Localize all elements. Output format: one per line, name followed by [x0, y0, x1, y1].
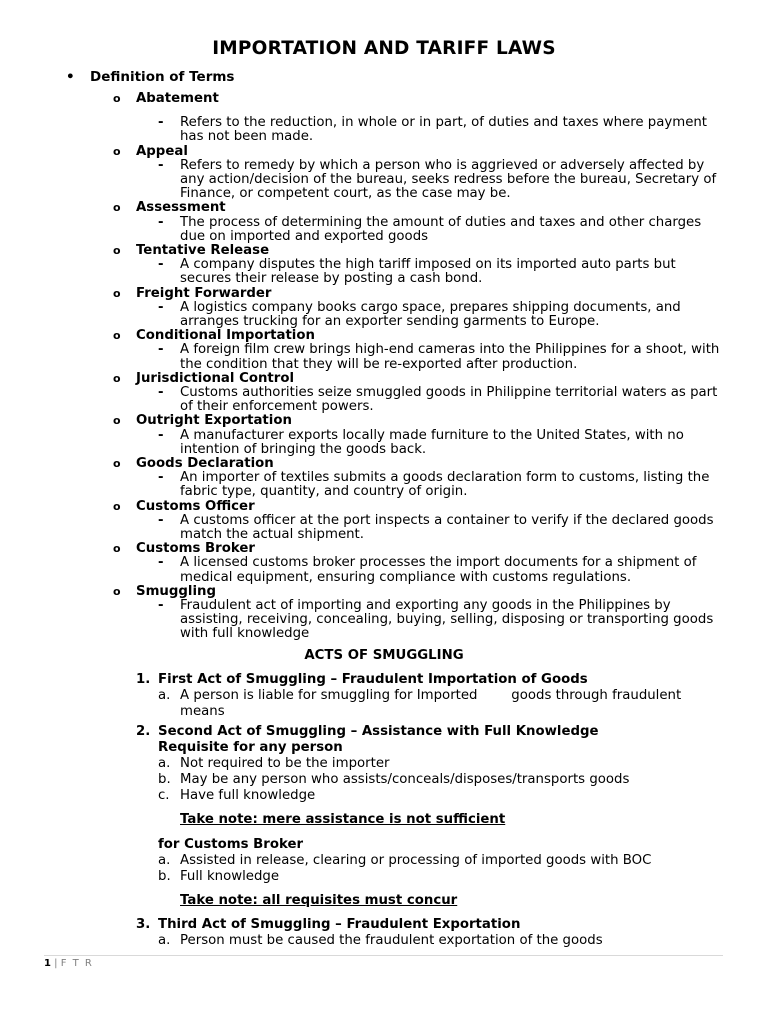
list-item — [136, 788, 736, 804]
item-letter: a. — [158, 853, 171, 868]
term-heading — [113, 457, 768, 471]
bullet-icon: • — [66, 69, 75, 85]
act-heading — [136, 672, 736, 688]
definition-text: A logistics company books cargo space, prepares shipping documents, and arranges trucking for an exporter sending garments to Europe. — [180, 299, 681, 329]
circle-bullet-icon: o — [113, 499, 121, 513]
item-letter: a. — [158, 933, 171, 948]
act-heading — [136, 724, 736, 740]
term-name: Goods Declaration — [136, 455, 274, 471]
dash-bullet-icon: - — [158, 257, 164, 273]
footer-separator: | — [50, 958, 61, 969]
definition-text: The process of determining the amount of duties and taxes and other charges due on imported and exported goods — [180, 214, 702, 244]
term-heading — [113, 201, 768, 215]
take-note: Take note: mere assistance is not sufficient — [180, 812, 506, 827]
item-text: Not required to be the importer — [180, 756, 390, 771]
term-heading — [113, 92, 768, 106]
circle-bullet-icon: o — [113, 371, 121, 385]
act-title: First Act of Smuggling – Fraudulent Importation of Goods — [158, 672, 588, 687]
term-definition — [158, 514, 768, 542]
act-title: Second Act of Smuggling – Assistance with Full Knowledge — [158, 724, 599, 739]
term-name: Jurisdictional Control — [136, 370, 295, 386]
circle-bullet-icon: o — [113, 584, 121, 598]
act-number: 1. — [136, 672, 151, 687]
definition-text: A customs officer at the port inspects a container to verify if the declared goods match the actual shipment. — [180, 512, 714, 542]
circle-bullet-icon: o — [113, 144, 121, 158]
item-letter: c. — [158, 788, 170, 803]
term-item — [113, 201, 768, 244]
term-heading — [113, 329, 768, 343]
term-name: Customs Officer — [136, 498, 255, 514]
item-text: Have full knowledge — [180, 788, 316, 803]
requisite-heading: Requisite for any person — [158, 740, 343, 755]
term-name: Freight Forwarder — [136, 285, 272, 301]
item-text: A person is liable for smuggling for Imported goods through fraudulent means — [180, 688, 686, 719]
circle-bullet-icon: o — [113, 92, 121, 105]
dash-bullet-icon: - — [158, 597, 164, 613]
footer-tag: F T R — [60, 958, 94, 969]
definition-text: An importer of textiles submits a goods declaration form to customs, listing the fabric type, quantity, and country of origin. — [180, 470, 710, 500]
acts-heading: ACTS OF SMUGGLING — [304, 648, 464, 663]
term-name: Smuggling — [136, 583, 217, 599]
term-definition — [158, 386, 768, 414]
term-heading — [113, 372, 768, 386]
definition-text: A licensed customs broker processes the import documents for a shipment of medical equipment, ensuring compliance with customs regulations. — [180, 555, 697, 585]
definition-text: Fraudulent act of importing and exporting any goods in the Philippines by assisting, receiving, concealing, buying, selling, disposing or transporting goods with full knowledge — [180, 597, 714, 642]
acts-list — [136, 672, 736, 949]
term-item — [113, 500, 768, 543]
term-name: Tentative Release — [136, 242, 270, 258]
circle-bullet-icon: o — [113, 286, 121, 300]
item-letter: b. — [158, 869, 171, 884]
circle-bullet-icon: o — [113, 329, 121, 343]
term-item — [113, 329, 768, 372]
term-name: Customs Broker — [136, 541, 255, 557]
dash-bullet-icon: - — [158, 470, 164, 486]
item-text: Assisted in release, clearing or processing of imported goods with BOC — [180, 853, 652, 868]
act-heading — [136, 917, 736, 933]
act-number: 2. — [136, 724, 151, 739]
term-heading — [113, 500, 768, 514]
list-item — [136, 688, 736, 720]
list-item — [136, 756, 736, 772]
circle-bullet-icon: o — [113, 414, 121, 428]
terms-list — [0, 92, 768, 642]
term-name: Appeal — [136, 143, 188, 159]
section-heading: Definition of Terms — [90, 69, 235, 85]
term-item — [113, 287, 768, 330]
take-note: Take note: all requisites must concur — [180, 893, 458, 908]
term-heading — [113, 585, 768, 599]
term-name: Abatement — [136, 91, 219, 106]
term-item — [113, 414, 768, 457]
term-definition — [158, 116, 768, 144]
term-heading — [113, 145, 768, 159]
term-item — [113, 585, 768, 642]
dash-bullet-icon: - — [158, 342, 164, 358]
term-definition — [158, 429, 768, 457]
term-definition — [158, 556, 768, 584]
act-title: Third Act of Smuggling – Fraudulent Exportation — [158, 917, 521, 932]
term-definition — [158, 343, 768, 371]
term-definition — [158, 258, 768, 286]
term-item — [113, 542, 768, 585]
list-item — [136, 869, 736, 885]
document-title: IMPORTATION AND TARIFF LAWS — [212, 38, 556, 59]
act-number: 3. — [136, 917, 151, 932]
definition-text: Refers to remedy by which a person who is aggrieved or adversely affected by any action/decision of the bureau, seeks redress before the bureau, Secretary of Finance, or competent court, as the case may be. — [180, 157, 717, 202]
dash-bullet-icon: - — [158, 512, 164, 528]
dash-bullet-icon: - — [158, 157, 164, 173]
term-definition — [158, 599, 768, 642]
term-item — [113, 457, 768, 500]
term-name: Conditional Importation — [136, 328, 315, 344]
dash-bullet-icon: - — [158, 299, 164, 315]
list-item — [136, 853, 736, 869]
term-heading — [113, 287, 768, 301]
term-heading — [113, 542, 768, 556]
dash-bullet-icon: - — [158, 427, 164, 443]
dash-bullet-icon: - — [158, 384, 164, 400]
term-item — [113, 244, 768, 287]
term-definition — [158, 471, 768, 499]
item-text: May be any person who assists/conceals/disposes/transports goods — [180, 772, 630, 787]
item-letter: b. — [158, 772, 171, 787]
definition-text: Customs authorities seize smuggled goods in Philippine territorial waters as part of their enforcement powers. — [180, 384, 718, 415]
circle-bullet-icon: o — [113, 243, 121, 257]
circle-bullet-icon: o — [113, 201, 121, 215]
dash-bullet-icon: - — [158, 214, 164, 230]
term-item — [113, 92, 768, 145]
requisite-heading: for Customs Broker — [158, 837, 304, 852]
list-item — [136, 933, 736, 949]
definition-text: A manufacturer exports locally made furniture to the United States, with no intention of bringing the goods back. — [180, 427, 684, 457]
term-item — [113, 145, 768, 202]
item-text: Full knowledge — [180, 869, 280, 884]
list-item — [136, 772, 736, 788]
definition-text: A foreign film crew brings high-end cameras into the Philippines for a shoot, with the condition that they will be re-exported after production. — [180, 342, 720, 372]
definition-text: A company disputes the high tariff imposed on its imported auto parts but secures their release by posting a cash bond. — [180, 257, 676, 287]
term-name: Outright Exportation — [136, 413, 292, 429]
page-number: 1 — [44, 958, 51, 969]
definition-text: Refers to the reduction, in whole or in part, of duties and taxes where payment has not been made. — [180, 115, 708, 145]
term-definition — [158, 301, 768, 329]
term-definition — [158, 159, 768, 202]
term-heading — [113, 244, 768, 258]
item-text: Person must be caused the fraudulent exportation of the goods — [180, 933, 603, 948]
item-letter: a. — [158, 756, 171, 771]
term-definition — [158, 216, 768, 244]
term-item — [113, 372, 768, 415]
circle-bullet-icon: o — [113, 456, 121, 470]
term-heading — [113, 414, 768, 428]
dash-bullet-icon: - — [158, 555, 164, 571]
item-letter: a. — [158, 688, 171, 703]
page-footer — [44, 958, 93, 969]
dash-bullet-icon: - — [158, 115, 164, 131]
footer-divider — [44, 955, 723, 956]
term-name: Assessment — [136, 200, 226, 216]
circle-bullet-icon: o — [113, 542, 121, 556]
